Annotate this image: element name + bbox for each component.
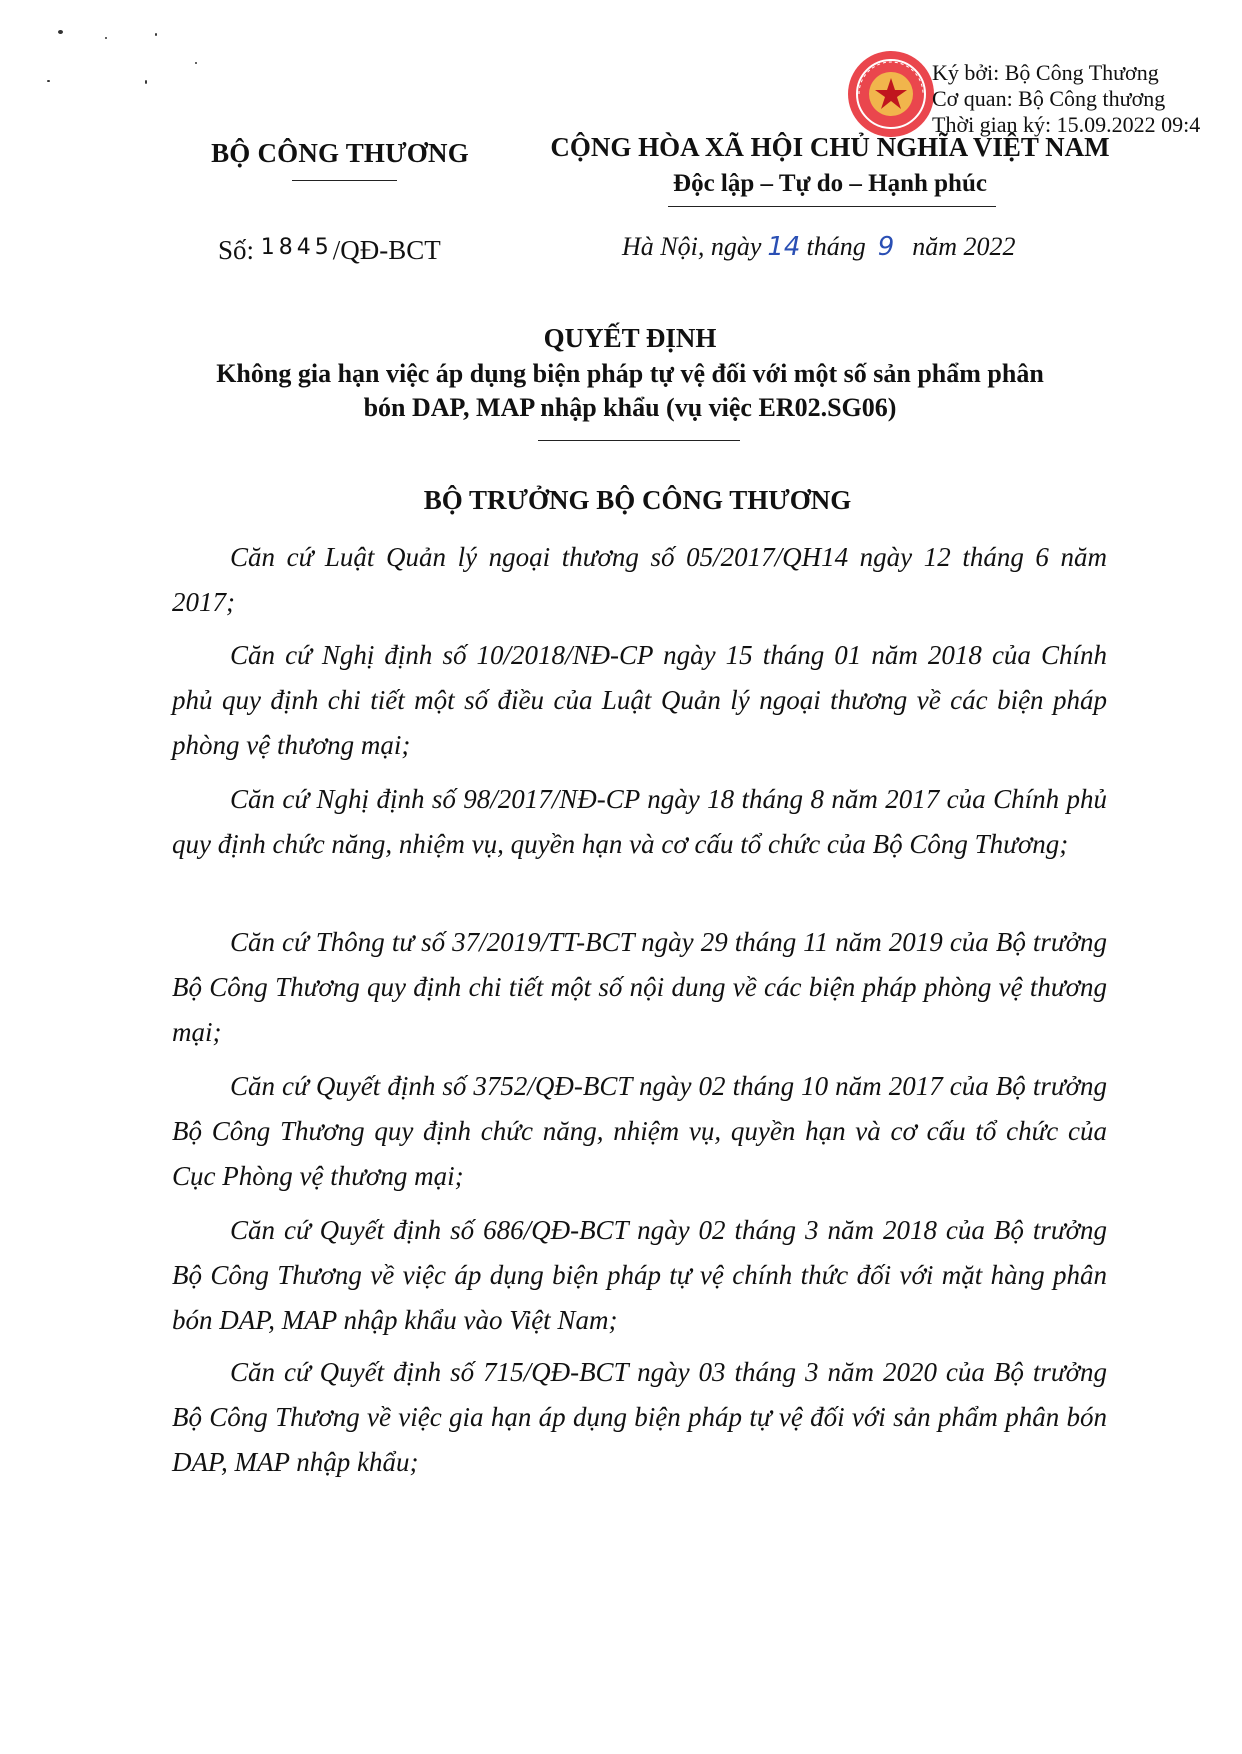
legal-basis-item: Căn cứ Quyết định số 3752/QĐ-BCT ngày 02 tháng 10 năm 2017 của Bộ trưởng Bộ Công Thương quy định chức năng, nhiệm vụ, quyền hạn và cơ cấu tổ chức của Cục Phòng vệ thương mại; xyxy=(172,1071,1107,1191)
place-date xyxy=(622,232,1016,262)
national-motto: Độc lập – Tự do – Hạnh phúc xyxy=(673,170,987,197)
number-handwritten: 1845 xyxy=(260,235,333,260)
official-seal-icon xyxy=(845,48,937,140)
signature-time: Thời gian ký: 15.09.2022 09:4 xyxy=(932,112,1201,137)
authority-heading: BỘ TRƯỞNG BỘ CÔNG THƯƠNG xyxy=(423,485,852,515)
number-suffix: /QĐ-BCT xyxy=(332,235,441,265)
legal-basis-item: Căn cứ Quyết định số 715/QĐ-BCT ngày 03 tháng 3 năm 2020 của Bộ trưởng Bộ Công Thương về việc gia hạn áp dụng biện pháp tự vệ đối với sản phẩm phân bón DAP, MAP nhập khẩu; xyxy=(172,1357,1107,1477)
decision-subtitle-line1: Không gia hạn việc áp dụng biện pháp tự vệ đối với một số sản phẩm phân xyxy=(216,359,1044,388)
signature-agency: Cơ quan: Bộ Công thương xyxy=(932,86,1166,111)
motto-underline xyxy=(668,206,996,207)
signature-signed-by: Ký bởi: Bộ Công Thương xyxy=(932,60,1159,85)
legal-basis-item: Căn cứ Nghị định số 98/2017/NĐ-CP ngày 18 tháng 8 năm 2017 của Chính phủ quy định chức năng, nhiệm vụ, quyền hạn và cơ cấu tổ chức của Bộ Công Thương; xyxy=(172,784,1107,859)
legal-basis-item: Căn cứ Quyết định số 686/QĐ-BCT ngày 02 tháng 3 năm 2018 của Bộ trưởng Bộ Công Thương về việc áp dụng biện pháp tự vệ chính thức đối với mặt hàng phân bón DAP, MAP nhập khẩu vào Việt Nam; xyxy=(172,1215,1107,1335)
number-prefix: Số: xyxy=(218,235,255,265)
document-number xyxy=(218,235,441,266)
month-handwritten: 9 xyxy=(877,232,895,262)
month-label: tháng xyxy=(806,232,866,261)
subtitle-underline xyxy=(538,440,740,441)
decision-subtitle xyxy=(180,357,1080,425)
legal-basis-item: Căn cứ Luật Quản lý ngoại thương số 05/2017/QH14 ngày 12 tháng 6 năm 2017; xyxy=(172,542,1107,617)
year-text: năm 2022 xyxy=(912,232,1016,261)
day-handwritten: 14 xyxy=(767,232,801,262)
decision-subtitle-line2: bón DAP, MAP nhập khẩu (vụ việc ER02.SG06) xyxy=(363,393,897,422)
ministry-underline xyxy=(292,180,397,181)
place-date-prefix: Hà Nội, ngày xyxy=(622,232,762,261)
ministry-name: BỘ CÔNG THƯƠNG xyxy=(211,138,469,168)
legal-basis-item: Căn cứ Thông tư số 37/2019/TT-BCT ngày 29 tháng 11 năm 2019 của Bộ trưởng Bộ Công Thương quy định chi tiết một số nội dung về các biện pháp phòng vệ thương mại; xyxy=(172,927,1107,1047)
national-title: CỘNG HÒA XÃ HỘI CHỦ NGHĨA VIỆT NAM xyxy=(550,132,1110,162)
legal-basis-item: Căn cứ Nghị định số 10/2018/NĐ-CP ngày 15 tháng 01 năm 2018 của Chính phủ quy định chi tiết một số điều của Luật Quản lý ngoại thương về các biện pháp phòng vệ thương mại; xyxy=(172,640,1107,760)
decision-title: QUYẾT ĐỊNH xyxy=(543,323,717,353)
